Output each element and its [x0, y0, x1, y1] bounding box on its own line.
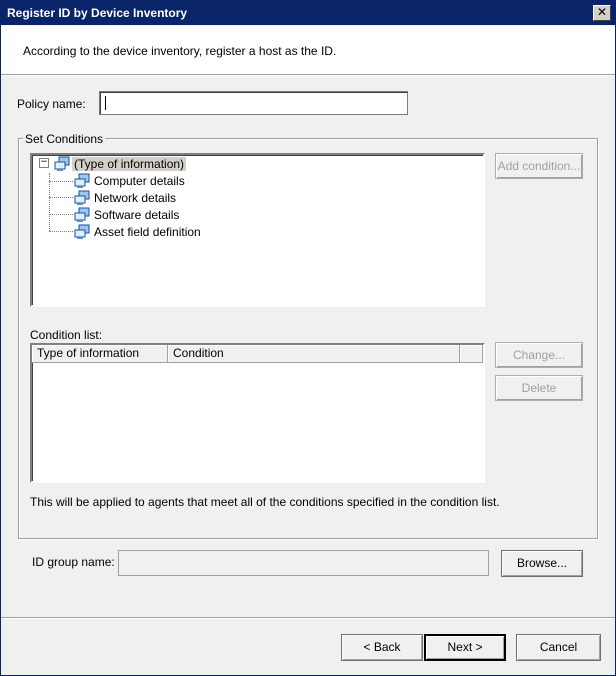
- back-label: < Back: [363, 640, 401, 654]
- change-label: Change...: [512, 348, 566, 362]
- tree-connector: [49, 181, 73, 182]
- tree-connector: [49, 231, 73, 232]
- delete-button[interactable]: [495, 375, 583, 401]
- set-conditions-label: Set Conditions: [25, 132, 104, 146]
- tree-item-label: Software details: [94, 208, 180, 222]
- close-button[interactable]: [593, 5, 611, 21]
- tree-item-label: Asset field definition: [94, 225, 201, 239]
- add-condition-label: Add condition...: [497, 159, 581, 173]
- computer-network-icon: [74, 224, 90, 240]
- tree-connector: [49, 197, 73, 198]
- condition-note: This will be applied to agents that meet all of the conditions specified in the condition list.: [30, 495, 500, 509]
- tree-item-label: Network details: [94, 191, 177, 205]
- tree-item-computer-details[interactable]: [74, 173, 274, 189]
- tree-item-label: (Type of information): [74, 157, 185, 171]
- change-button[interactable]: [495, 342, 583, 368]
- cancel-button[interactable]: [516, 634, 601, 661]
- close-icon: ✕: [596, 5, 608, 19]
- computer-network-icon: [74, 190, 90, 206]
- tree-item-asset-field-definition[interactable]: [74, 224, 274, 240]
- footer-separator: [1, 617, 615, 619]
- column-header-spacer: [460, 345, 483, 363]
- computer-network-icon: [74, 207, 90, 223]
- computer-network-icon: [54, 156, 70, 172]
- tree-item-software-details[interactable]: [74, 207, 274, 223]
- condition-list-label: Condition list:: [30, 328, 103, 342]
- column-header-condition[interactable]: Condition: [168, 345, 460, 363]
- policy-name-label: Policy name:: [17, 97, 86, 111]
- browse-button[interactable]: [501, 550, 583, 577]
- add-condition-button[interactable]: [495, 153, 583, 179]
- delete-label: Delete: [521, 381, 557, 395]
- id-group-name-field[interactable]: [118, 550, 489, 576]
- window-title: Register ID by Device Inventory: [7, 6, 188, 20]
- tree-item-label: Computer details: [94, 174, 185, 188]
- header-panel: [1, 26, 615, 74]
- back-button[interactable]: [341, 634, 423, 661]
- tree-item-root[interactable]: [54, 156, 254, 172]
- text-caret: [105, 96, 106, 110]
- cancel-label: Cancel: [539, 640, 578, 654]
- policy-name-input[interactable]: [99, 91, 408, 115]
- next-label: Next >: [447, 640, 483, 654]
- browse-label: Browse...: [516, 556, 567, 570]
- collapse-toggle[interactable]: −: [40, 157, 48, 167]
- header-separator: [1, 74, 615, 76]
- tree-item-network-details[interactable]: [74, 190, 274, 206]
- tree-connector: [49, 214, 73, 215]
- computer-network-icon: [74, 173, 90, 189]
- condition-type-tree[interactable]: [30, 153, 485, 307]
- id-group-name-label: ID group name:: [32, 555, 115, 569]
- condition-list[interactable]: [30, 343, 485, 483]
- next-button[interactable]: [424, 634, 506, 661]
- title-bar: [1, 1, 615, 25]
- column-header-type[interactable]: Type of information: [32, 345, 168, 363]
- header-description: According to the device inventory, register a host as the ID.: [23, 44, 337, 58]
